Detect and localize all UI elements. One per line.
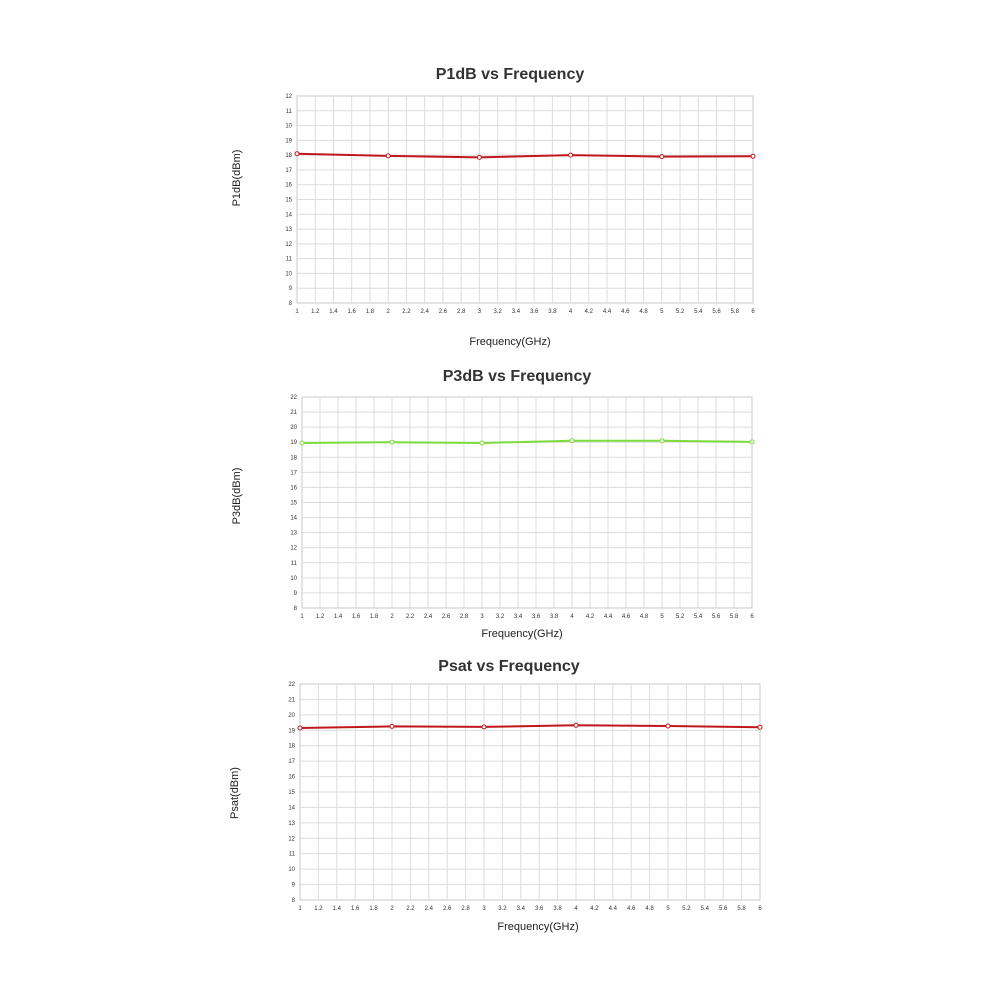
x-tick-label: 4.8 [639, 614, 649, 620]
y-tick-label: 10 [285, 123, 292, 130]
y-tick-label: 22 [288, 682, 295, 688]
y-tick-labels [288, 682, 295, 904]
x-tick-label: 2.4 [424, 906, 433, 912]
x-tick-label: 5.4 [693, 614, 703, 620]
x-tick-label: 1.2 [314, 906, 323, 912]
y-tick-label: 21 [288, 697, 295, 704]
x-tick-label: 5.2 [675, 309, 685, 315]
y-tick-label: 19 [288, 728, 295, 735]
x-tick-label: 2.8 [459, 614, 469, 620]
y-tick-label: 21 [290, 410, 297, 417]
x-tick-label: 5.6 [712, 309, 721, 315]
x-tick-label: 3.8 [548, 309, 557, 315]
y-tick-label: 9 [291, 882, 295, 889]
x-tick-label: 4.2 [590, 906, 599, 912]
x-tick-label: 5.4 [694, 309, 703, 315]
y-tick-label: 14 [285, 212, 292, 219]
x-tick-label: 1.2 [311, 309, 320, 315]
x-tick-label: 6 [750, 614, 754, 620]
y-tick-label: 16 [288, 774, 295, 781]
x-tick-label: 4 [568, 309, 573, 315]
data-point [298, 726, 302, 730]
data-point [482, 725, 486, 729]
x-tick-label: 3.8 [549, 614, 559, 620]
y-tick-label: 11 [285, 108, 292, 115]
x-tick-label: 1.6 [347, 309, 356, 315]
x-tick-label: 2.2 [402, 309, 411, 315]
x-tick-label: 3.2 [495, 614, 505, 620]
x-tick-label: 1.8 [369, 906, 378, 912]
chart-p1db [231, 66, 755, 348]
data-point [295, 152, 299, 156]
chart-psat [229, 658, 762, 933]
x-tick-label: 2 [390, 614, 394, 620]
x-tick-label: 5.8 [737, 906, 746, 912]
data-point [300, 441, 304, 445]
y-tick-label: 18 [285, 153, 292, 160]
y-tick-label: 20 [288, 712, 295, 719]
x-tick-label: 4.6 [621, 614, 631, 620]
x-tick-label: 2.4 [423, 614, 433, 620]
y-tick-label: 19 [285, 138, 292, 145]
x-tick-label: 3 [482, 906, 486, 912]
x-tick-label: 4.6 [621, 309, 630, 315]
y-tick-label: 9 [288, 286, 292, 293]
x-tick-label: 2 [386, 309, 390, 315]
y-tick-label: 13 [290, 530, 297, 537]
x-tick-label: 5.2 [675, 614, 685, 620]
x-tick-label: 3.6 [531, 614, 541, 620]
x-tick-label: 1.8 [369, 614, 379, 620]
y-axis-label: P3dB(dBm) [231, 467, 243, 525]
x-tick-label: 1.8 [365, 309, 375, 315]
x-tick-label: 3 [477, 309, 482, 315]
x-tick-label: 6 [758, 906, 762, 912]
x-tick-label: 5 [666, 906, 670, 912]
x-tick-label: 2.2 [405, 614, 415, 620]
y-tick-label: 12 [290, 545, 297, 552]
x-tick-label: 3.6 [529, 309, 539, 315]
x-tick-label: 4.4 [608, 906, 617, 912]
y-axis-label: Psat(dBm) [229, 767, 241, 819]
data-point [570, 439, 574, 443]
y-tick-label: 9 [293, 590, 297, 597]
y-tick-label: 12 [285, 241, 292, 248]
chart-title: P1dB vs Frequency [435, 66, 585, 83]
x-tick-label: 5.8 [730, 309, 739, 315]
y-tick-label: 12 [288, 836, 295, 843]
x-tick-label: 2 [390, 906, 394, 912]
y-tick-label: 11 [285, 256, 292, 263]
y-tick-label: 15 [285, 197, 292, 204]
x-tick-label: 5.8 [729, 614, 739, 620]
x-tick-label: 3.4 [516, 906, 525, 912]
x-tick-label: 1.4 [333, 614, 343, 620]
data-point [750, 440, 754, 444]
x-tick-label: 4.4 [603, 614, 613, 620]
y-tick-label: 8 [291, 898, 295, 904]
data-point [758, 725, 762, 729]
data-point [477, 155, 481, 159]
x-tick-label: 4.2 [585, 614, 595, 620]
x-tick-label: 1.6 [351, 614, 361, 620]
x-tick-label: 3.2 [498, 906, 507, 912]
y-tick-label: 13 [285, 227, 292, 234]
x-axis-label: Frequency(GHz) [481, 628, 563, 640]
data-point [751, 154, 755, 158]
x-tick-labels [295, 309, 755, 315]
x-tick-label: 5.6 [719, 906, 728, 912]
x-tick-label: 4.6 [627, 906, 636, 912]
x-tick-label: 2.8 [461, 906, 470, 912]
data-point [390, 724, 394, 728]
data-point [666, 724, 670, 728]
y-tick-label: 19 [290, 440, 297, 447]
x-tick-label: 4.8 [645, 906, 654, 912]
x-tick-label: 5.6 [711, 614, 721, 620]
data-point [480, 441, 484, 445]
x-tick-label: 6 [751, 309, 755, 315]
x-tick-label: 3.8 [553, 906, 562, 912]
y-tick-label: 14 [288, 805, 295, 812]
x-tick-label: 3.2 [493, 309, 502, 315]
x-tick-label: 2.4 [420, 309, 429, 315]
x-tick-label: 5.4 [700, 906, 709, 912]
x-tick-label: 2.2 [406, 906, 415, 912]
x-tick-label: 3.6 [535, 906, 544, 912]
x-tick-label: 5 [660, 614, 664, 620]
x-tick-label: 3.4 [511, 309, 521, 315]
x-tick-label: 1.6 [351, 906, 360, 912]
y-tick-label: 17 [288, 759, 295, 766]
x-tick-label: 1.4 [332, 906, 341, 912]
data-point [660, 155, 664, 159]
x-tick-label: 1 [298, 906, 302, 912]
y-tick-label: 20 [290, 425, 297, 432]
x-tick-label: 2.6 [438, 309, 448, 315]
y-tick-label: 16 [290, 485, 297, 492]
x-tick-label: 3 [480, 614, 484, 620]
y-tick-label: 8 [288, 301, 292, 307]
y-tick-label: 17 [285, 167, 292, 174]
x-tick-label: 2.6 [443, 906, 452, 912]
x-tick-label: 2.8 [456, 309, 466, 315]
y-tick-label: 18 [290, 455, 297, 462]
x-tick-label: 4.2 [584, 309, 594, 315]
y-axis-label: P1dB(dBm) [231, 149, 243, 207]
y-tick-label: 15 [290, 500, 297, 507]
x-tick-label: 1.2 [315, 614, 325, 620]
data-point [574, 723, 578, 727]
y-tick-label: 12 [285, 94, 292, 100]
x-tick-label: 1.4 [329, 309, 338, 315]
x-tick-label: 3.4 [513, 614, 523, 620]
y-tick-label: 14 [290, 515, 297, 522]
x-tick-label: 4 [570, 614, 574, 620]
x-tick-label: 4.8 [639, 309, 648, 315]
y-tick-label: 22 [290, 395, 297, 401]
y-tick-label: 11 [290, 560, 297, 567]
y-tick-label: 10 [288, 867, 295, 874]
data-point [660, 439, 664, 443]
x-tick-label: 2.6 [441, 614, 451, 620]
y-tick-labels [285, 94, 292, 307]
data-point [386, 154, 390, 158]
x-tick-label: 5.2 [682, 906, 691, 912]
x-tick-labels [298, 906, 762, 912]
y-tick-labels [290, 395, 297, 612]
y-tick-label: 11 [288, 851, 295, 858]
data-point [390, 440, 394, 444]
chart-title: Psat vs Frequency [438, 658, 580, 675]
y-tick-label: 17 [290, 470, 297, 477]
y-tick-label: 10 [290, 575, 297, 582]
y-tick-label: 13 [288, 820, 295, 827]
y-tick-label: 10 [285, 271, 292, 278]
x-axis-label: Frequency(GHz) [469, 336, 551, 348]
y-tick-label: 18 [288, 743, 295, 750]
y-tick-label: 16 [285, 182, 292, 189]
x-tick-label: 5 [660, 309, 664, 315]
data-point [569, 153, 573, 157]
chart-title: P3dB vs Frequency [442, 368, 592, 385]
y-tick-label: 15 [288, 790, 295, 796]
x-axis-label: Frequency(GHz) [497, 921, 579, 933]
x-tick-labels [300, 614, 754, 620]
x-tick-label: 1 [295, 309, 299, 315]
x-tick-label: 1 [300, 614, 304, 620]
chart-p3db [231, 368, 754, 640]
y-tick-label: 8 [293, 606, 297, 612]
x-tick-label: 4.4 [602, 309, 612, 315]
x-tick-label: 4 [574, 906, 578, 912]
